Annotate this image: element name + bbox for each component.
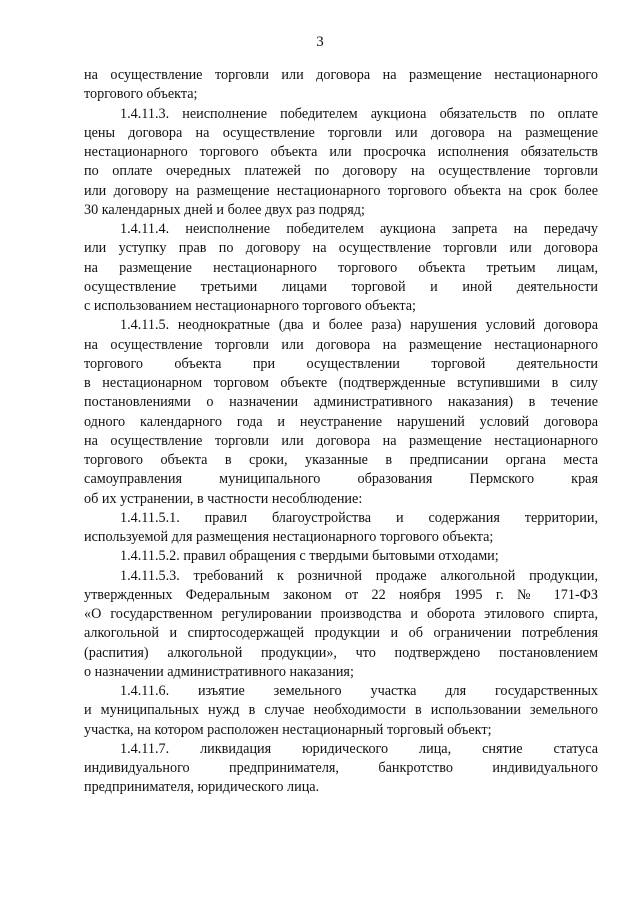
paragraph-line: на осуществление торговли или договора на размещение нестационарного — [84, 67, 598, 83]
paragraph-line: одного календарного года и неустранение нарушений условий договора — [84, 413, 598, 430]
paragraph-line: 1.4.11.5.1. правил благоустройства и содержания территории, — [120, 509, 598, 526]
paragraph-line: предпринимателя, юридического лица. — [84, 779, 320, 796]
paragraph-line: 1.4.11.4. неисполнение победителем аукциона запрета на передачу — [120, 221, 598, 237]
paragraph-line: с использованием нестационарного торгового объекта; — [84, 298, 416, 314]
paragraph — [84, 567, 598, 683]
document-body — [84, 66, 598, 798]
paragraph — [84, 547, 598, 566]
paragraph-line: 1.4.11.6. изъятие земельного участка для государственных — [120, 683, 598, 699]
paragraph — [84, 220, 598, 316]
paragraph-line: торгового объекта при осуществлении торговой деятельности — [84, 355, 598, 372]
paragraph-line: 1.4.11.5.2. правил обращения с твердыми бытовыми отходами; — [120, 548, 499, 565]
paragraph-line: о назначении административного наказания; — [84, 663, 354, 680]
paragraph — [84, 740, 598, 798]
paragraph-line: 1.4.11.7. ликвидация юридического лица, снятие статуса — [120, 740, 598, 757]
paragraph-line: утвержденных Федеральным законом от 22 ноября 1995 г. № 171-ФЗ — [84, 586, 598, 603]
paragraph-line: осуществление третьими лицами торговой и иной деятельности — [84, 278, 598, 295]
paragraph-line: 30 календарных дней и более двух раз подряд; — [84, 201, 365, 218]
paragraph-line: цены договора на осуществление торговли или договора на размещение — [84, 124, 598, 141]
paragraph — [84, 682, 598, 740]
paragraph-line: на осуществление торговли или договора на размещение нестационарного — [84, 432, 598, 449]
paragraph-line: (распития) алкогольной продукции», что подтверждено постановлением — [84, 644, 598, 661]
paragraph-line: алкогольной и спиртосодержащей продукции и об ограничении потребления — [84, 625, 598, 642]
paragraph — [84, 316, 598, 509]
paragraph-line: об их устранении, в частности несоблюдение: — [84, 490, 363, 507]
paragraph-line: индивидуального предпринимателя, банкротство индивидуального — [84, 760, 598, 776]
paragraph-line: торгового объекта; — [84, 86, 198, 103]
page-number: 3 — [316, 34, 324, 50]
paragraph-line: 1.4.11.5. неоднократные (два и более раза) нарушения условий договора — [120, 317, 598, 334]
paragraph-line: или договору на размещение нестационарного торгового объекта на срок более — [84, 182, 598, 199]
paragraph — [84, 66, 598, 105]
paragraph-line: участка, на котором расположен нестационарный торговый объект; — [84, 721, 492, 738]
paragraph-line: постановлениями о назначении административного наказания) в течение — [84, 394, 598, 411]
paragraph-line: торгового объекта в сроки, указанные в предписании органа места — [84, 452, 598, 468]
paragraph-line: или уступку прав по договору на осуществление торговли или договора — [84, 240, 598, 257]
paragraph-line: используемой для размещения нестационарного торгового объекта; — [84, 529, 494, 545]
paragraph-line: и муниципальных нужд в случае необходимости в использовании земельного — [84, 702, 598, 719]
paragraph — [84, 509, 598, 548]
paragraph-line: нестационарного торгового объекта или просрочка исполнения обязательств — [84, 144, 598, 160]
paragraph-line: в нестационарном торговом объекте (подтвержденные вступившими в силу — [84, 375, 598, 391]
paragraph-line: самоуправления муниципального образования Пермского края — [84, 471, 598, 488]
paragraph — [84, 105, 598, 221]
paragraph-line: 1.4.11.3. неисполнение победителем аукциона обязательств по оплате — [120, 105, 598, 122]
paragraph-line: по оплате очередных платежей по договору на осуществление торговли — [84, 163, 598, 180]
paragraph-line: на размещение нестационарного торгового объекта третьим лицам, — [84, 259, 598, 276]
paragraph-line: 1.4.11.5.3. требований к розничной продаже алкогольной продукции, — [120, 567, 598, 584]
paragraph-line: на осуществление торговли или договора на размещение нестационарного — [84, 336, 598, 353]
paragraph-line: «О государственном регулировании производства и оборота этилового спирта, — [84, 606, 598, 622]
